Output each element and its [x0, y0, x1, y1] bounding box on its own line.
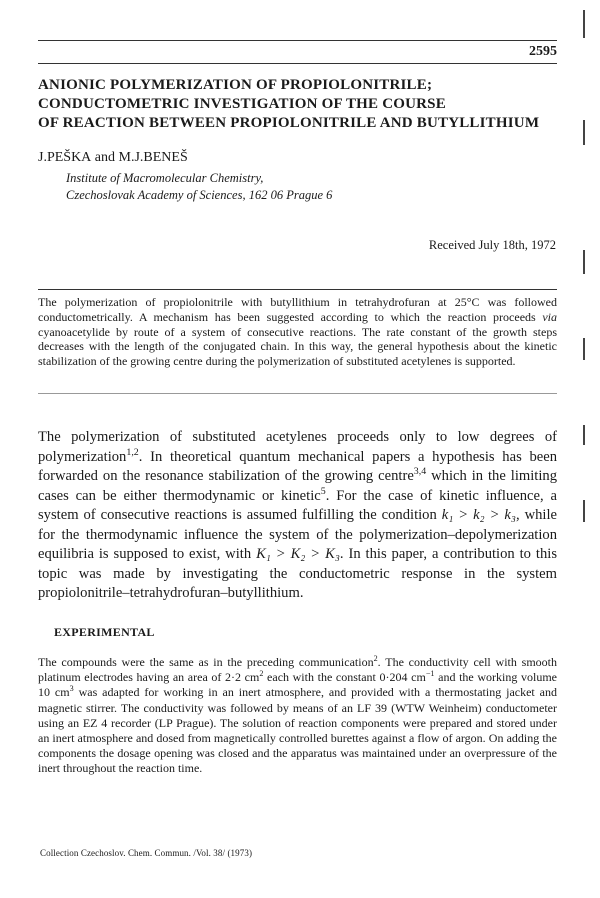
margin-bar — [583, 500, 585, 522]
affiliation — [66, 170, 332, 204]
rate-constant-condition: k₁ > k₂ > k₃ — [441, 507, 516, 523]
author-2-initial: M.J.B — [118, 150, 153, 165]
author-1-name: EŠKA — [54, 150, 92, 165]
title-line: ANIONIC POLYMERIZATION OF PROPIOLONITRILE; — [38, 77, 433, 93]
body-text: . For the case of kinetic influence, a system of consecutive reactions is assumed fulfilling the condition — [38, 487, 557, 523]
author-2-name: ENEŠ — [152, 150, 188, 165]
body-text: . The conductivity cell with smooth platinum electrodes having an area of 2·2 cm — [38, 655, 557, 685]
experimental-section — [38, 655, 557, 777]
body-text: , while for the thermodynamic influence the system of the polymerization–depolymerization equilibria is supposed to exist, with — [38, 507, 557, 562]
abstract-bottom-rule — [38, 393, 557, 394]
equilibrium-constant-condition: K₁ > K₂ > K₃ — [256, 546, 340, 562]
abstract-text: cyanoacetylide by route of a system of consecutive reactions. The rate constant of the growth steps decreases with the length of the conjugated chain. In this way, the general hypothesis about the kinetic stabilization of the growing centre during the polymerization of substituted acetylenes is supported. — [38, 324, 557, 369]
body-text: each with the constant 0·204 cm — [263, 670, 426, 685]
header-rule — [38, 40, 557, 41]
margin-bar — [583, 338, 585, 360]
abstract-top-rule — [38, 289, 557, 290]
journal-footer: Collection Czechoslov. Chem. Commun. /Vol. 38/ (1973) — [40, 848, 253, 858]
unit-exponent: −1 — [425, 669, 435, 679]
affiliation-line: Czechoslovak Academy of Sciences, 162 06 Prague 6 — [66, 188, 333, 202]
margin-bar — [583, 425, 585, 445]
citation: 1,2 — [126, 446, 139, 458]
header-rule-bottom — [38, 63, 557, 64]
author-1-initial: J.P — [38, 150, 55, 165]
page-number: 2595 — [529, 44, 557, 59]
authors — [38, 150, 188, 166]
article-title — [38, 76, 568, 133]
introduction — [38, 428, 557, 604]
body-text: The compounds were the same as in the preceding communication — [38, 655, 374, 669]
abstract-text: via — [542, 309, 557, 324]
title-line: OF REACTION BETWEEN PROPIOLONITRILE AND BUTYLLITHIUM — [38, 115, 540, 131]
citation: 3,4 — [413, 466, 427, 478]
body-text: which in the limiting cases can be either thermodynamic or kinetic — [38, 468, 557, 504]
margin-bar — [583, 120, 585, 145]
body-text: . In this paper, a contribution to this topic was made by investigating the conductometric response in the system propiolonitrile–tetrahydrofuran–butyllithium. — [38, 546, 557, 601]
citation: 2 — [373, 654, 378, 663]
body-text: The polymerization of substituted acetylenes proceeds only to low degrees of polymerization — [38, 429, 557, 465]
authors-and: and — [91, 150, 119, 165]
affiliation-line: Institute of Macromolecular Chemistry, — [66, 171, 264, 185]
title-line: CONDUCTOMETRIC INVESTIGATION OF THE COURSE — [38, 96, 446, 112]
margin-bar — [583, 250, 585, 274]
margin-bar — [583, 10, 585, 38]
received-date: Received July 18th, 1972 — [428, 238, 556, 252]
body-text: and the working volume 10 cm — [38, 670, 557, 700]
unit-exponent: 3 — [69, 684, 74, 694]
unit-exponent: 2 — [259, 669, 264, 679]
section-heading-experimental: EXPERIMENTAL — [54, 625, 155, 639]
abstract-text: The polymerization of propiolonitrile with butyllithium in tetrahydrofuran at 25°C was followed conductometrically. A mechanism has been suggested according to which the reaction proceeds — [38, 295, 557, 324]
citation: 5 — [320, 485, 326, 497]
body-text: . In theoretical quantum mechanical papers a hypothesis has been forwarded on the resonance stabilization of the growing centre — [38, 448, 557, 484]
abstract — [38, 295, 557, 369]
body-text: was adapted for working in an inert atmosphere, and provided with a thermostating jacket and magnetic stirrer. The conductivity was followed by means of an LF 39 (WTW Weinheim) conductometer using an EZ 4 recorder (LP Prague). The solution of reaction components were prepared and stored under an inert atmosphere and dosed from magnetically controlled burettes against a flow of argon. On adding the components the dosage opening was closed and the apparatus was maintained under an overpressure of the inert throughout the reaction time. — [38, 685, 557, 776]
